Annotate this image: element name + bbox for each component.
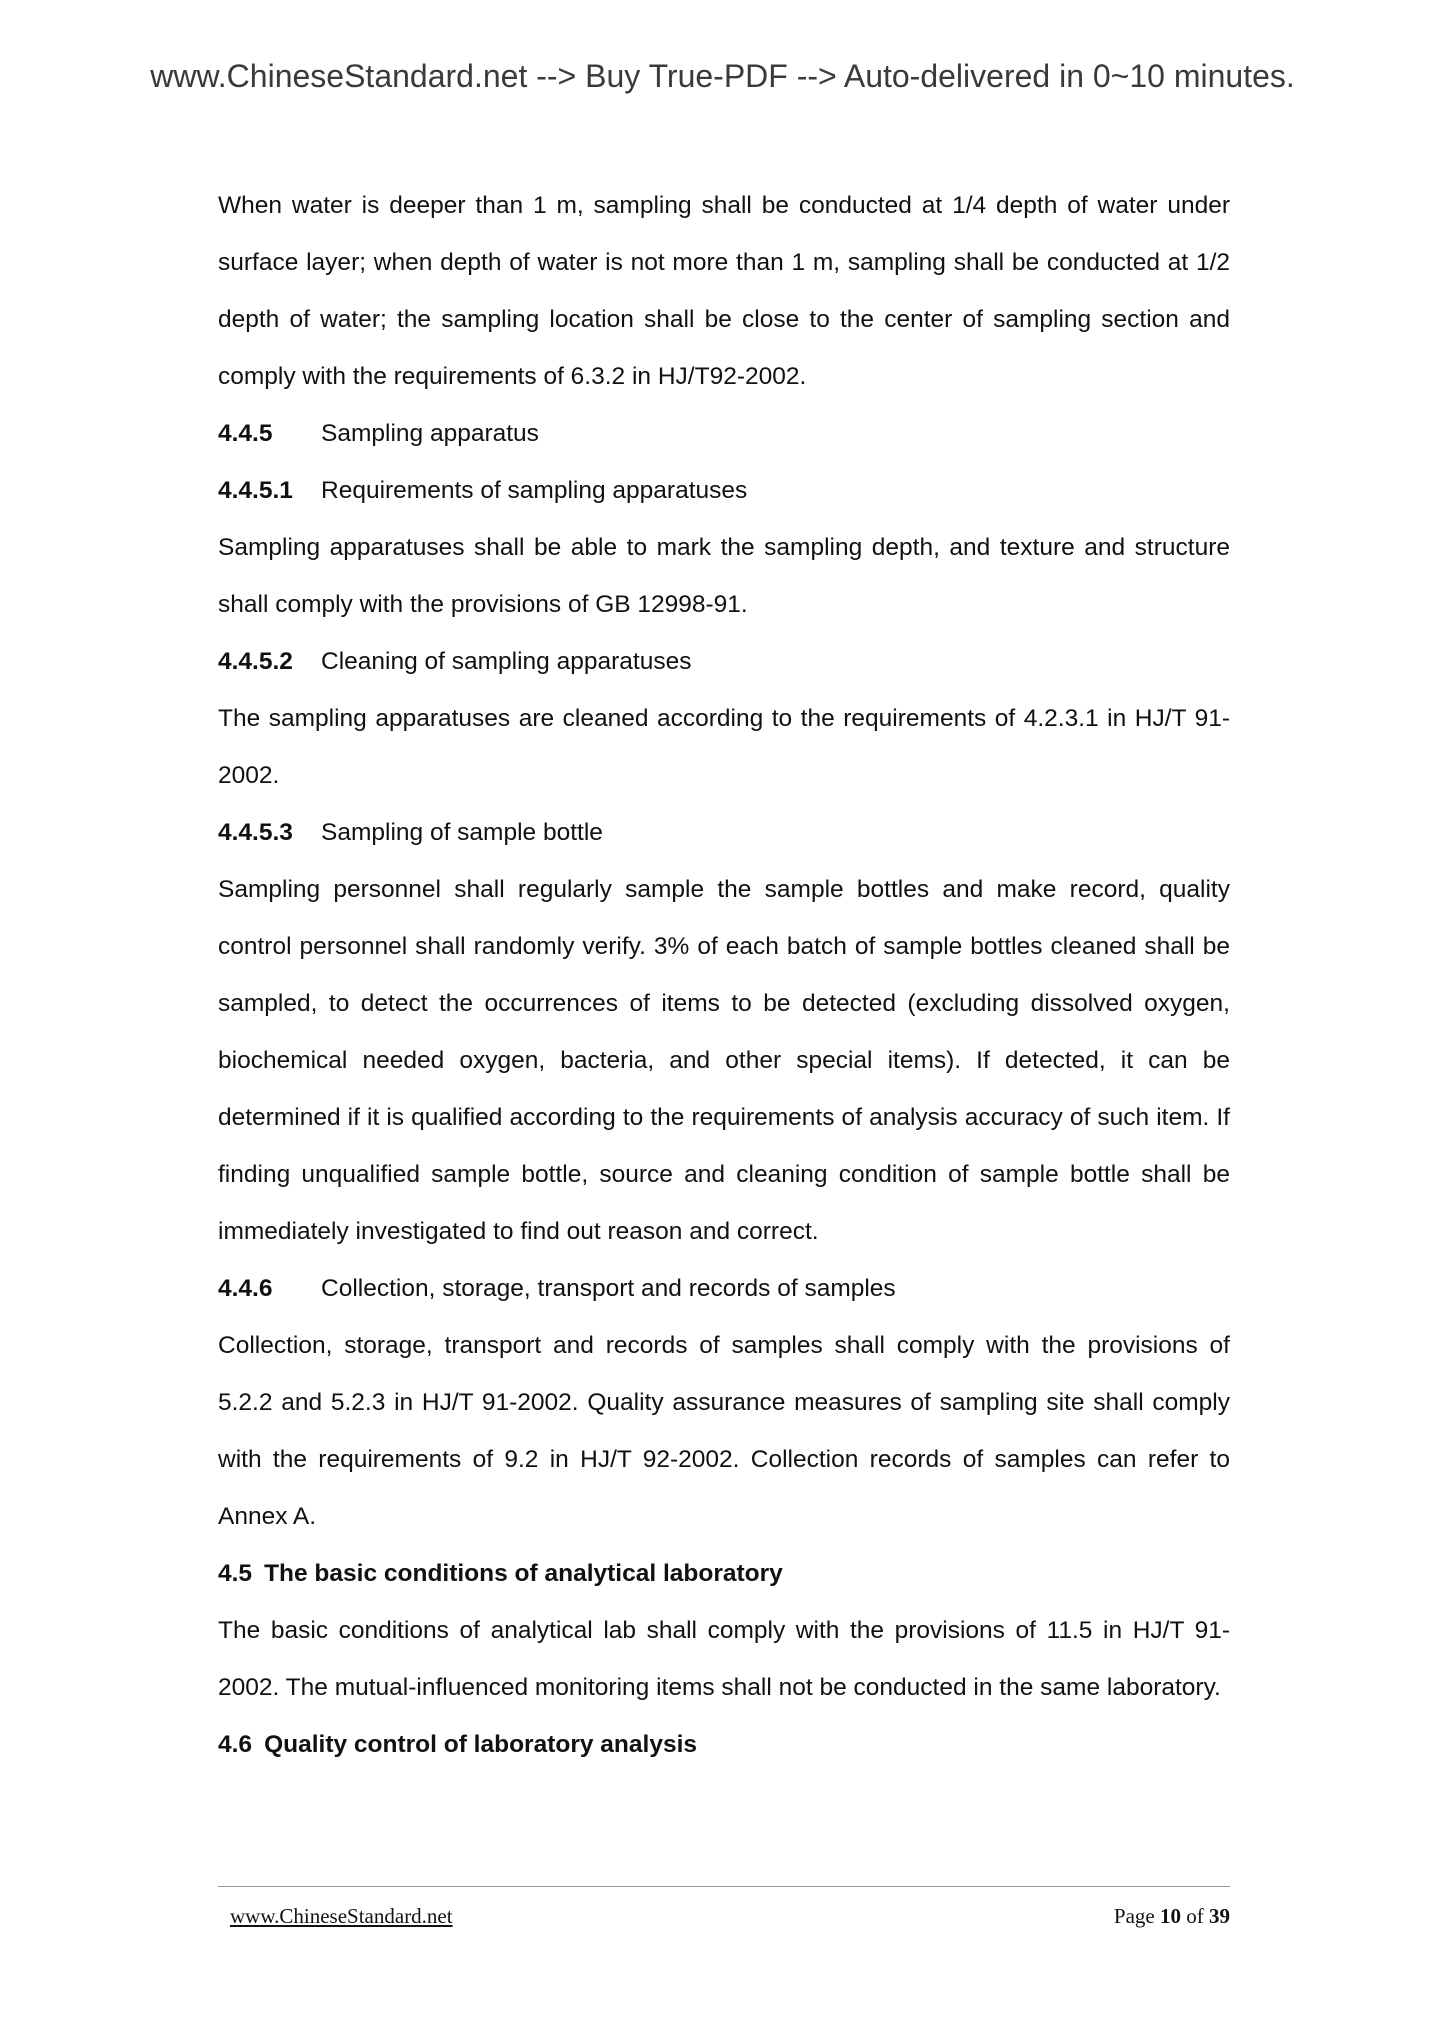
- heading-title: The basic conditions of analytical laboratory: [264, 1560, 783, 1587]
- heading-title: Sampling apparatus: [321, 420, 539, 447]
- heading-4-4-6: [218, 1260, 1230, 1317]
- heading-number: 4.4.6: [218, 1275, 273, 1302]
- heading-4-6: [218, 1716, 1230, 1773]
- heading-title: Sampling of sample bottle: [321, 819, 603, 846]
- heading-number: 4.4.5: [218, 420, 273, 447]
- heading-number: 4.6: [218, 1731, 253, 1758]
- page-of: of: [1186, 1904, 1204, 1928]
- page-total: 39: [1209, 1904, 1230, 1928]
- heading-title: Cleaning of sampling apparatuses: [321, 648, 692, 675]
- heading-4-4-5-1: [218, 462, 1230, 519]
- paragraph-sample-bottle: Sampling personnel shall regularly sample the sample bottles and make record, quality control personnel shall randomly verify. 3% of each batch of sample bottles cleaned shall be sampled, to detect the occurrences of items to be detected (excluding dissolved oxygen, biochemical needed oxygen, bacteria, and other special items). If detected, it can be determined if it is qualified according to the requirements of analysis accuracy of such item. If finding unqualified sample bottle, source and cleaning condition of sample bottle shall be immediately investigated to find out reason and correct.: [218, 876, 1230, 1245]
- heading-number: 4.5: [218, 1560, 253, 1587]
- page-label: Page: [1113, 1904, 1155, 1928]
- heading-4-4-5-2: [218, 633, 1230, 690]
- page-current: 10: [1160, 1904, 1181, 1928]
- paragraph-lab-conditions: The basic conditions of analytical lab shall comply with the provisions of 11.5 in HJ/T 91-2002. The mutual-influenced monitoring items shall not be conducted in the same laboratory.: [218, 1617, 1230, 1701]
- paragraph-sample-records: Collection, storage, transport and records of samples shall comply with the provisions of 5.2.2 and 5.2.3 in HJ/T 91-2002. Quality assurance measures of sampling site shall comply with the requirements of 9.2 in HJ/T 92-2002. Collection records of samples can refer to Annex A.: [218, 1332, 1230, 1530]
- heading-4-4-5: [218, 405, 1230, 462]
- heading-title: Requirements of sampling apparatuses: [321, 477, 748, 504]
- paragraph-apparatus-cleaning: The sampling apparatuses are cleaned according to the requirements of 4.2.3.1 in HJ/T 91-2002.: [218, 705, 1230, 789]
- heading-4-5: [218, 1545, 1230, 1602]
- heading-title: Quality control of laboratory analysis: [264, 1731, 697, 1758]
- top-banner: www.ChineseStandard.net --> Buy True-PDF --> Auto-delivered in 0~10 minutes.: [150, 58, 1295, 94]
- page-number: [1114, 1904, 1230, 1929]
- heading-number: 4.4.5.3: [218, 819, 293, 846]
- paragraph-apparatus-requirements: Sampling apparatuses shall be able to mark the sampling depth, and texture and structure shall comply with the provisions of GB 12998-91.: [218, 534, 1230, 618]
- document-body: [218, 177, 1230, 1773]
- paragraph-sampling-depth: When water is deeper than 1 m, sampling shall be conducted at 1/4 depth of water under surface layer; when depth of water is not more than 1 m, sampling shall be conducted at 1/2 depth of water; the sampling location shall be close to the center of sampling section and comply with the requirements of 6.3.2 in HJ/T92-2002.: [218, 192, 1230, 390]
- heading-title: Collection, storage, transport and records of samples: [321, 1275, 896, 1302]
- footer-divider: [218, 1886, 1230, 1887]
- heading-number: 4.4.5.2: [218, 648, 293, 675]
- heading-number: 4.4.5.1: [218, 477, 293, 504]
- heading-4-4-5-3: [218, 804, 1230, 861]
- footer-site-link[interactable]: www.ChineseStandard.net: [230, 1904, 453, 1928]
